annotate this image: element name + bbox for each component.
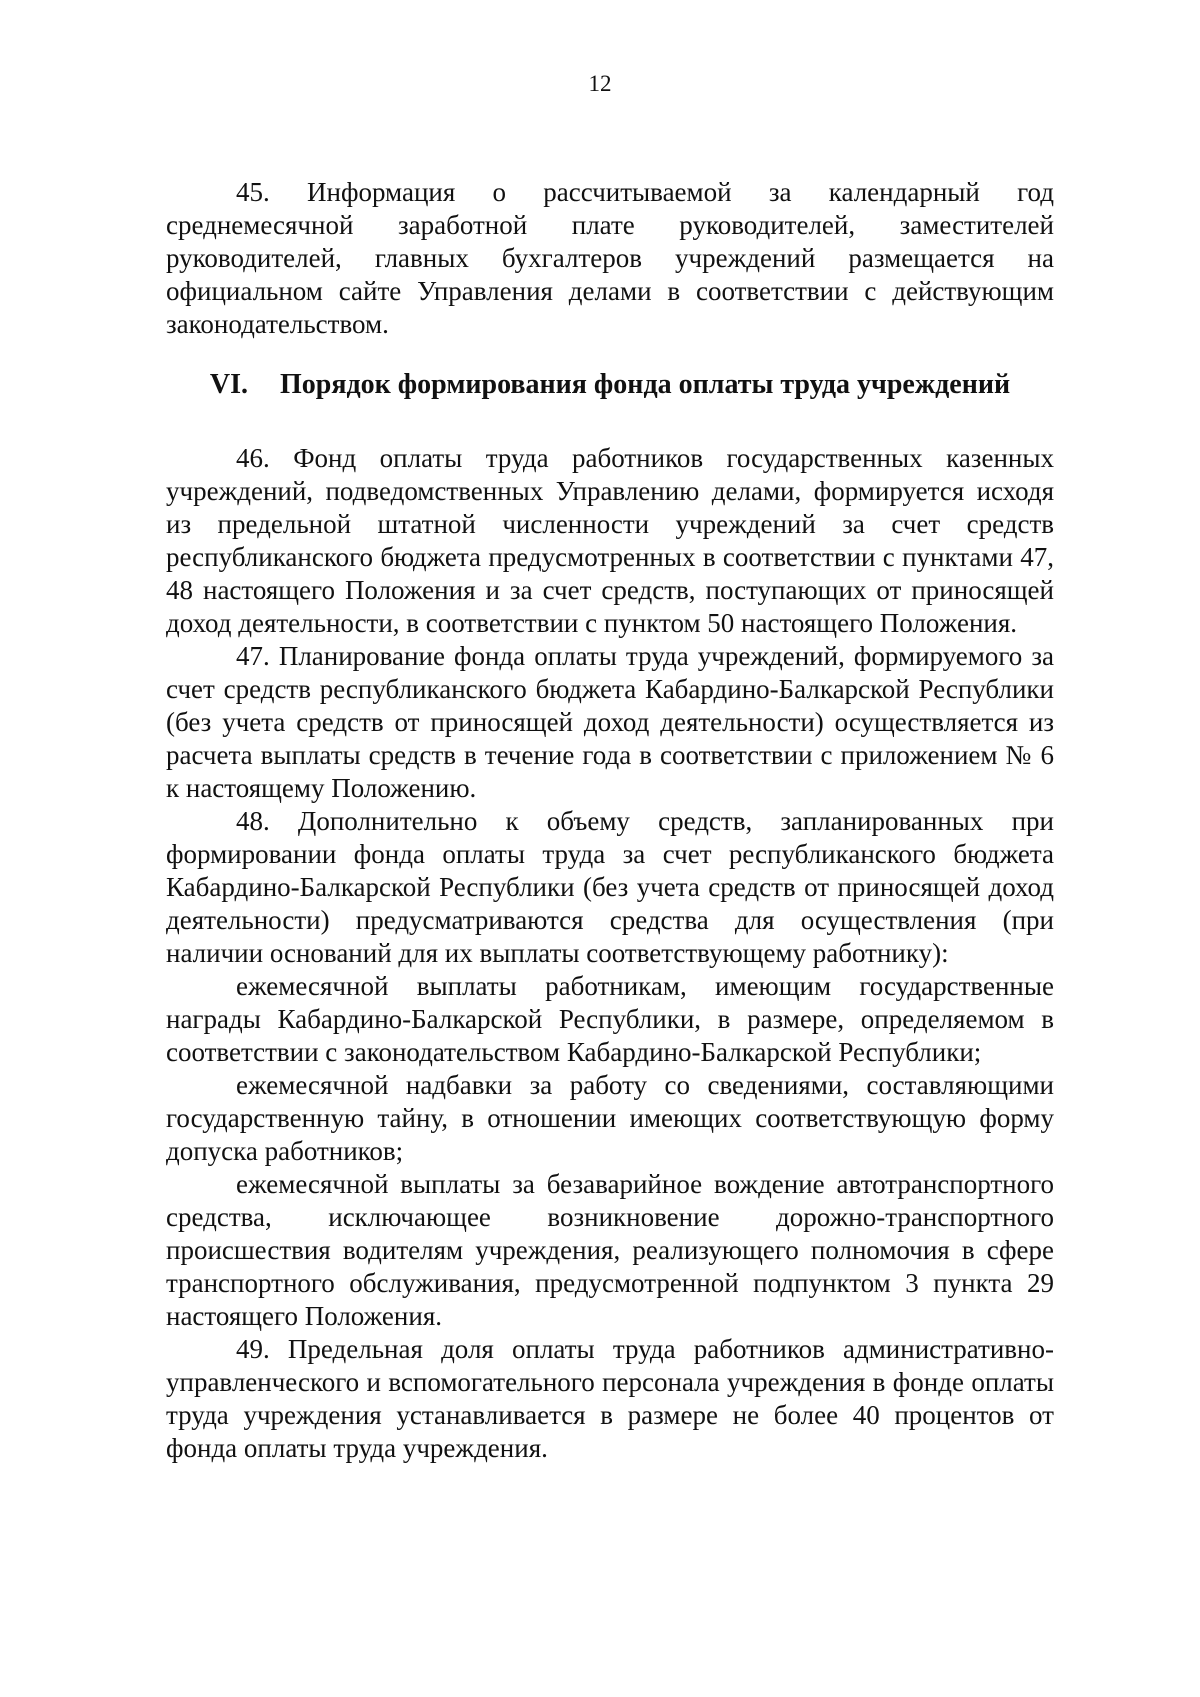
section-number: VI. <box>209 369 248 400</box>
page-number: 12 <box>588 71 612 96</box>
paragraph-46: 46. Фонд оплаты труда работников государственных казенных учреждений, подведомственных Управлению делами, формируется исходя из предельной штатной численности учреждений за счет средств республиканского бюджета предусмотренных в соответствии с пунктами 47, 48 настоящего Положения и за счет средств, поступающих от приносящей доход деятельности, в соответствии с пунктом 50 настоящего Положения. <box>166 443 1054 638</box>
section-heading <box>166 368 1054 402</box>
paragraph-48-item-driving: ежемесячной выплаты за безаварийное вождение автотранспортного средства, исключающее возникновение дорожно-транспортного происшествия водителям учреждения, реализующего полномочия в сфере транспортного обслуживания, предусмотренной подпунктом 3 пункта 29 настоящего Положения. <box>166 1169 1054 1331</box>
paragraph-45: 45. Информация о рассчитываемой за календарный год среднемесячной заработной плате руководителей, заместителей руководителей, главных бухгалтеров учреждений размещается на официальном сайте Управления делами в соответствии с действующим законодательством. <box>166 177 1054 339</box>
paragraph-block-main <box>166 442 1054 1465</box>
paragraph-48: 48. Дополнительно к объему средств, запланированных при формировании фонда оплаты труда за счет республиканского бюджета Кабардино-Балкарской Республики (без учета средств от приносящей доход деятельности) предусматриваются средства для осуществления (при наличии оснований для их выплаты соответствующему работнику): <box>166 806 1054 968</box>
paragraph-block-top <box>166 176 1054 341</box>
section-title: Порядок формирования фонда оплаты труда учреждений <box>280 369 1011 400</box>
paragraph-48-item-awards: ежемесячной выплаты работникам, имеющим государственные награды Кабардино-Балкарской Республики, в размере, определяемом в соответствии с законодательством Кабардино-Балкарской Республики; <box>166 971 1054 1067</box>
paragraph-47: 47. Планирование фонда оплаты труда учреждений, формируемого за счет средств республиканского бюджета Кабардино-Балкарской Республики (без учета средств от приносящей доход деятельности) осуществляется из расчета выплаты средств в течение года в соответствии с приложением № 6 к настоящему Положению. <box>166 641 1054 803</box>
paragraph-48-item-secret: ежемесячной надбавки за работу со сведениями, составляющими государственную тайну, в отношении имеющих соответствующую форму допуска работников; <box>166 1070 1054 1166</box>
paragraph-49: 49. Предельная доля оплаты труда работников административно-управленческого и вспомогательного персонала учреждения в фонде оплаты труда учреждения устанавливается в размере не более 40 процентов от фонда оплаты труда учреждения. <box>166 1334 1054 1463</box>
